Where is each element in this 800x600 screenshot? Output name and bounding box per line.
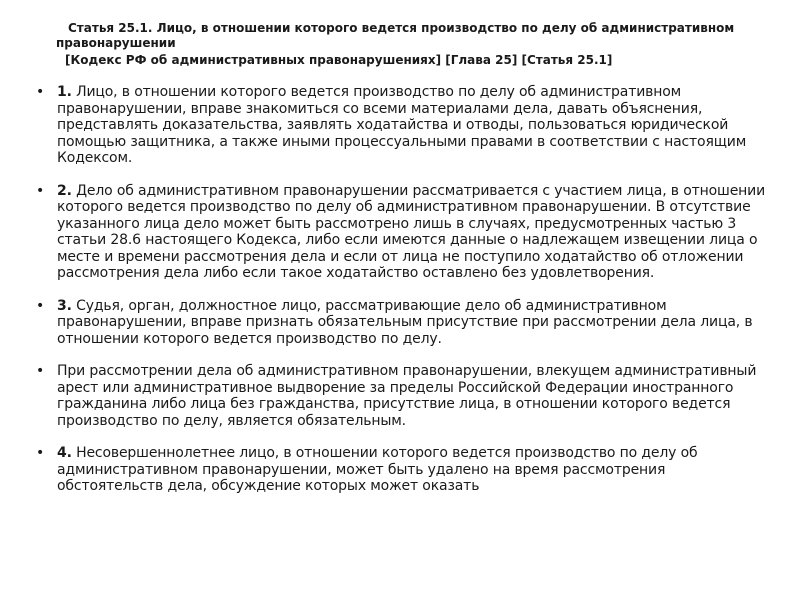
part-text: При рассмотрении дела об административном правонарушении, влекущем административный арест или административное выдворение за пределы Российской Федерации иностранного гражданина либо лица без гражданства, присутствие лица, в отношении которого ведется производство по делу, является обязательным. (57, 363, 757, 429)
document-header (56, 21, 756, 68)
part-text: Несовершеннолетнее лицо, в отношении которого ведется производство по делу об административном правонарушении, может быть удалено на время рассмотрения обстоятельств дела, обсуждение которых может оказать (57, 445, 698, 494)
part-number: 4. (57, 445, 72, 461)
bullet-icon: • (36, 363, 45, 379)
article-title: Статья 25.1. Лицо, в отношении которого ведется производство по делу об административном правонарушении (56, 21, 735, 50)
part-text: Дело об административном правонарушении рассматривается с участием лица, в отношении которого ведется производство по делу об административном правонарушении. В отсутствие указанного лица дело может быть рассмотрено лишь в случаях, предусмотренных частью 3 статьи 28.6 настоящего Кодекса, либо если имеются данные о надлежащем извещении лица о месте и времени рассмотрения дела и если от лица не поступило ходатайство об отложении рассмотрения дела либо если такое ходатайство оставлено без удовлетворения. (57, 182, 766, 281)
article-part-4 (30, 445, 775, 495)
article-source-reference: [Кодекс РФ об административных правонарушениях] [Глава 25] [Статья 25.1] (65, 53, 613, 67)
bullet-icon: • (36, 84, 45, 100)
bullet-icon: • (36, 297, 45, 314)
part-text: Лицо, в отношении которого ведется производство по делу об административном правонарушении, вправе знакомиться со всеми материалами дела, давать объяснения, представлять доказательства, заявлять ходатайства и отводы, пользоваться юридической помощью защитника, а также иными процессуальными правами в соответствии с настоящим Кодексом. (57, 84, 747, 166)
part-number: 2. (57, 182, 72, 199)
article-parts-list (30, 84, 775, 511)
bullet-icon: • (36, 445, 45, 461)
article-part-1 (30, 84, 775, 167)
part-number: 3. (57, 297, 72, 314)
article-part-2 (30, 183, 775, 282)
part-number: 1. (57, 84, 72, 100)
article-part-3 (30, 298, 775, 348)
bullet-icon: • (36, 182, 45, 199)
part-text: Судья, орган, должностное лицо, рассматривающие дело об административном правонарушении, вправе признать обязательным присутствие при рассмотрении дела лица, в отношении которого ведется производство по делу. (57, 297, 753, 347)
article-part-3-paragraph-2 (30, 363, 775, 429)
